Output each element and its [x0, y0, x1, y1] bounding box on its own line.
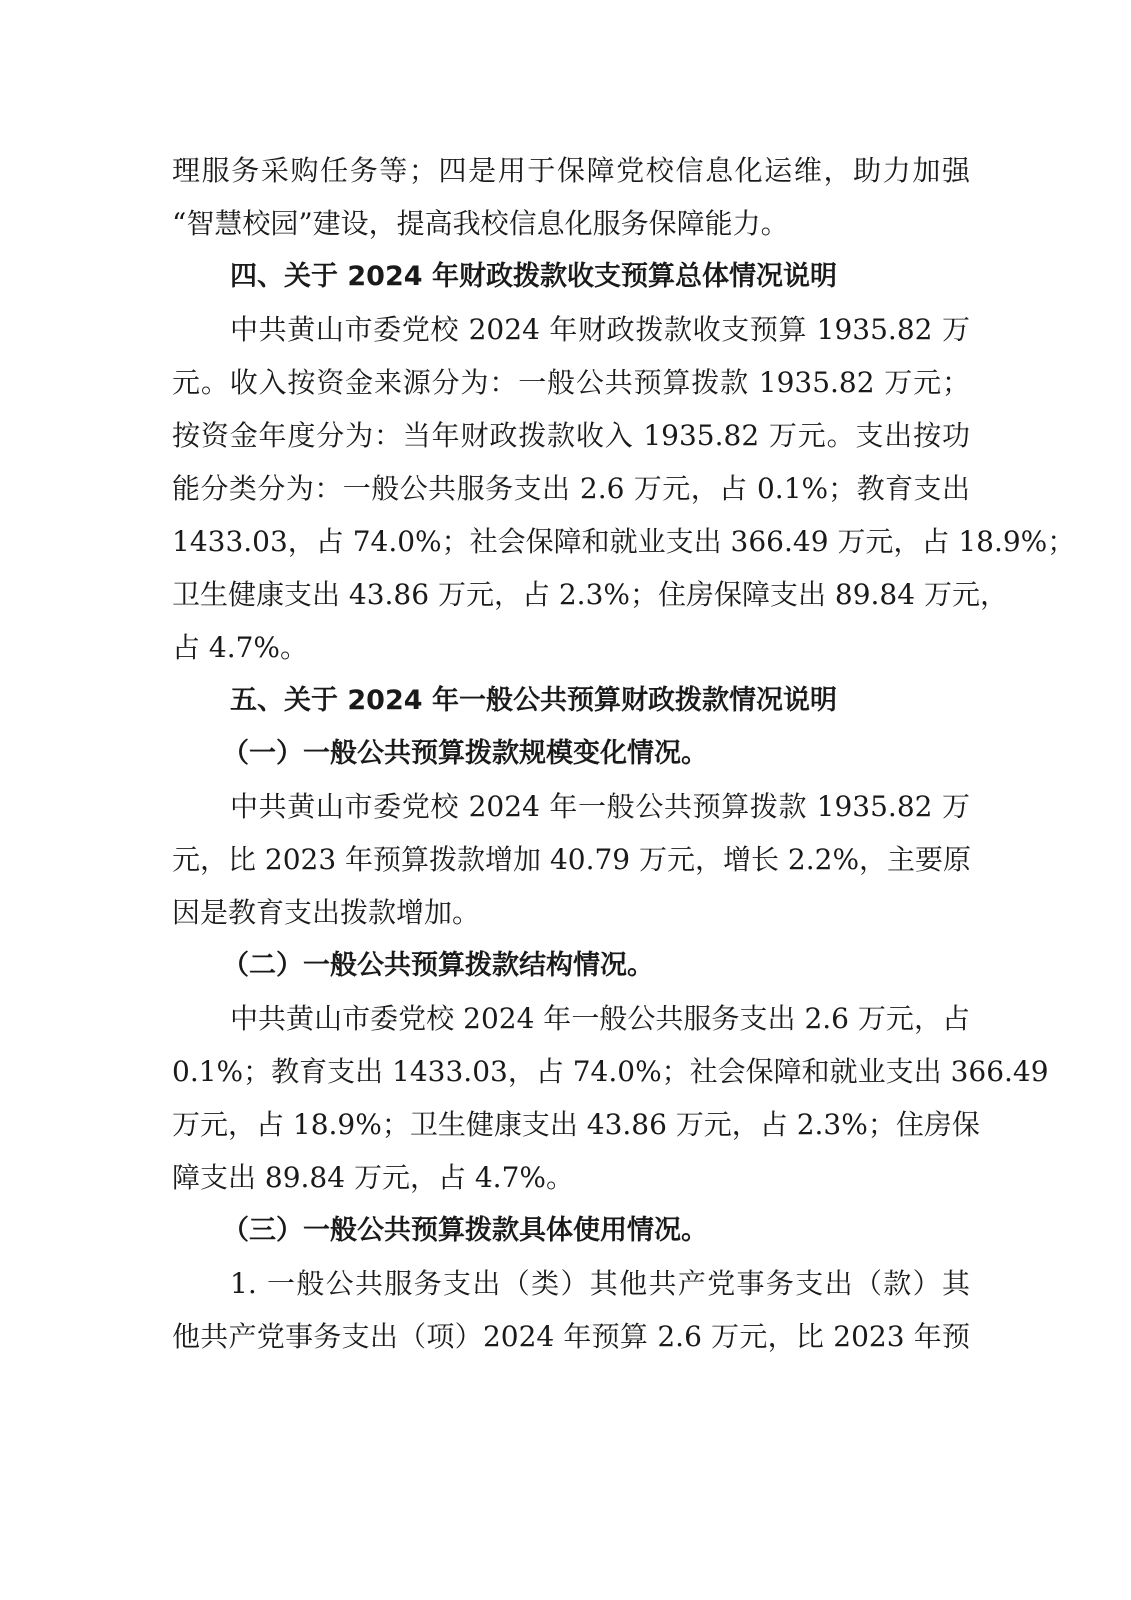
text-line: 元，比 2023 年预算拨款增加 40.79 万元，增长 2.2%，主要原 — [172, 843, 972, 876]
text-line: 卫生健康支出 43.86 万元，占 2.3%；住房保障支出 89.84 万元， — [172, 578, 1008, 611]
text-line: 能分类分为：一般公共服务支出 2.6 万元，占 0.1%；教育支出 — [172, 472, 970, 505]
text-line: 中共黄山市委党校 2024 年一般公共服务支出 2.6 万元，占 — [230, 1002, 970, 1035]
section-heading-four: 四、关于 2024 年财政拨款收支预算总体情况说明 — [230, 261, 837, 292]
subheading-three: （三）一般公共预算拨款具体使用情况。 — [222, 1215, 708, 1246]
subheading-two: （二）一般公共预算拨款结构情况。 — [222, 950, 654, 981]
text-line: 0.1%；教育支出 1433.03，占 74.0%；社会保障和就业支出 366.49 — [172, 1055, 1049, 1088]
text-line: 按资金年度分为：当年财政拨款收入 1935.82 万元。支出按功 — [172, 419, 970, 452]
text-line: 理服务采购任务等；四是用于保障党校信息化运维，助力加强 — [172, 154, 970, 187]
text-line: 元。收入按资金来源分为：一般公共预算拨款 1935.82 万元； — [172, 366, 970, 399]
text-line: “智慧校园”建设，提高我校信息化服务保障能力。 — [172, 207, 789, 240]
text-line: 中共黄山市委党校 2024 年财政拨款收支预算 1935.82 万 — [230, 313, 970, 346]
text-line: 1433.03，占 74.0%；社会保障和就业支出 366.49 万元，占 18.9%； — [172, 525, 1076, 558]
text-line: 万元，占 18.9%；卫生健康支出 43.86 万元，占 2.3%；住房保 — [172, 1108, 980, 1141]
text-line: 因是教育支出拨款增加。 — [172, 896, 481, 929]
document-body — [172, 144, 1076, 1363]
text-line: 1. 一般公共服务支出（类）其他共产党事务支出（款）其 — [230, 1267, 970, 1300]
subheading-one: （一）一般公共预算拨款规模变化情况。 — [222, 738, 708, 769]
text-line: 占 4.7%。 — [172, 631, 309, 664]
text-line: 中共黄山市委党校 2024 年一般公共预算拨款 1935.82 万 — [230, 790, 970, 823]
section-heading-five: 五、关于 2024 年一般公共预算财政拨款情况说明 — [230, 685, 837, 716]
text-line: 他共产党事务支出（项）2024 年预算 2.6 万元，比 2023 年预 — [172, 1320, 970, 1353]
text-line: 障支出 89.84 万元，占 4.7%。 — [172, 1161, 574, 1194]
